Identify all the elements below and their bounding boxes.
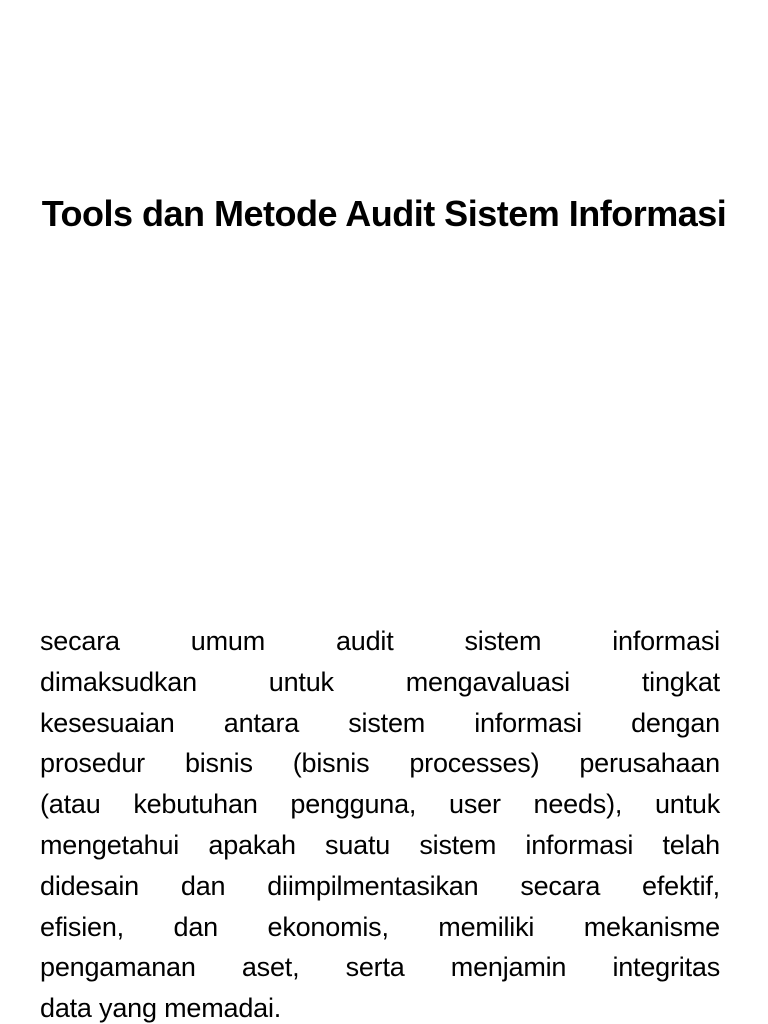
body-line: mengetahui apakah suatu sistem informasi telah xyxy=(40,829,720,860)
body-paragraph xyxy=(40,621,720,1024)
body-line: secara umum audit sistem informasi xyxy=(40,626,720,656)
body-line: (atau kebutuhan pengguna, user needs), untuk xyxy=(40,789,720,820)
body-line: kesesuaian antara sistem informasi dengan xyxy=(40,707,720,738)
body-line: dimaksudkan untuk mengavaluasi tingkat xyxy=(40,666,720,697)
slide-title: Tools dan Metode Audit Sistem Informasi xyxy=(41,193,727,234)
body-line: didesain dan diimpilmentasikan secara efektif, xyxy=(40,870,720,901)
body-line: data yang memadai. xyxy=(40,993,282,1024)
body-line: prosedur bisnis (bisnis processes) perusahaan xyxy=(40,748,720,779)
body-line: efisien, dan ekonomis, memiliki mekanisme xyxy=(40,911,720,942)
body-line: pengamanan aset, serta menjamin integritas xyxy=(40,952,720,983)
